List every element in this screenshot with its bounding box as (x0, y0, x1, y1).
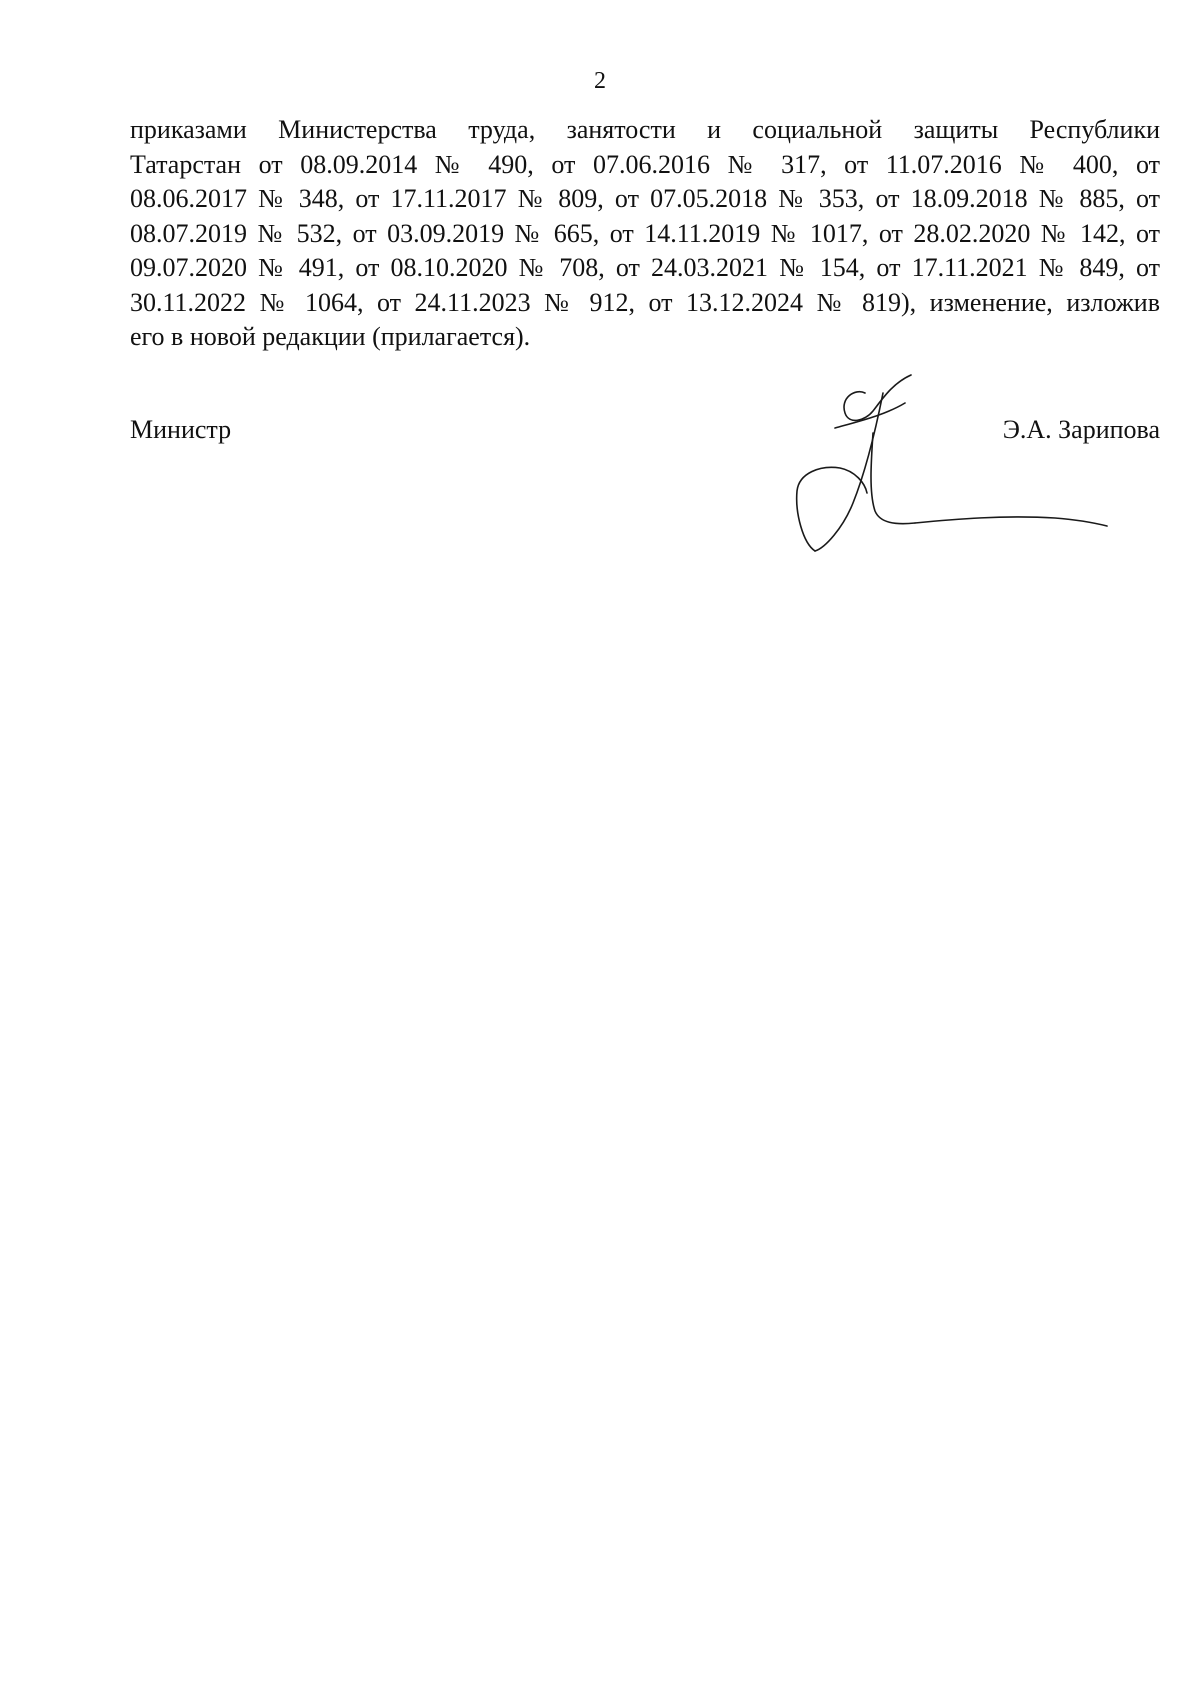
body-line: 09.07.2020 № 491, от 08.10.2020 № 708, от 24.03.2021 № 154, от 17.11.2021 № 849, от (130, 253, 1160, 282)
signature-block (130, 413, 1160, 563)
body-line: 08.06.2017 № 348, от 17.11.2017 № 809, от 07.05.2018 № 353, от 18.09.2018 № 885, от (130, 184, 1160, 213)
body-line: его в новой редакции (прилагается). (130, 322, 531, 351)
position-title: Министр (130, 415, 232, 444)
body-line: Татарстан от 08.09.2014 № 490, от 07.06.2016 № 317, от 11.07.2016 № 400, от (130, 149, 1160, 179)
body-line: 08.07.2019 № 532, от 03.09.2019 № 665, от 14.11.2019 № 1017, от 28.02.2020 № 142, от (130, 218, 1160, 248)
page-number: 2 (594, 68, 606, 94)
body-line: 30.11.2022 № 1064, от 24.11.2023 № 912, от 13.12.2024 № 819), изменение, изложив (130, 287, 1160, 317)
body-line: приказами Министерства труда, занятости и социальной защиты Республики (130, 115, 1160, 144)
signer-name: Э.А. Зарипова (1002, 415, 1160, 444)
handwritten-signature-icon (715, 373, 1135, 573)
body-paragraph (130, 113, 1160, 355)
